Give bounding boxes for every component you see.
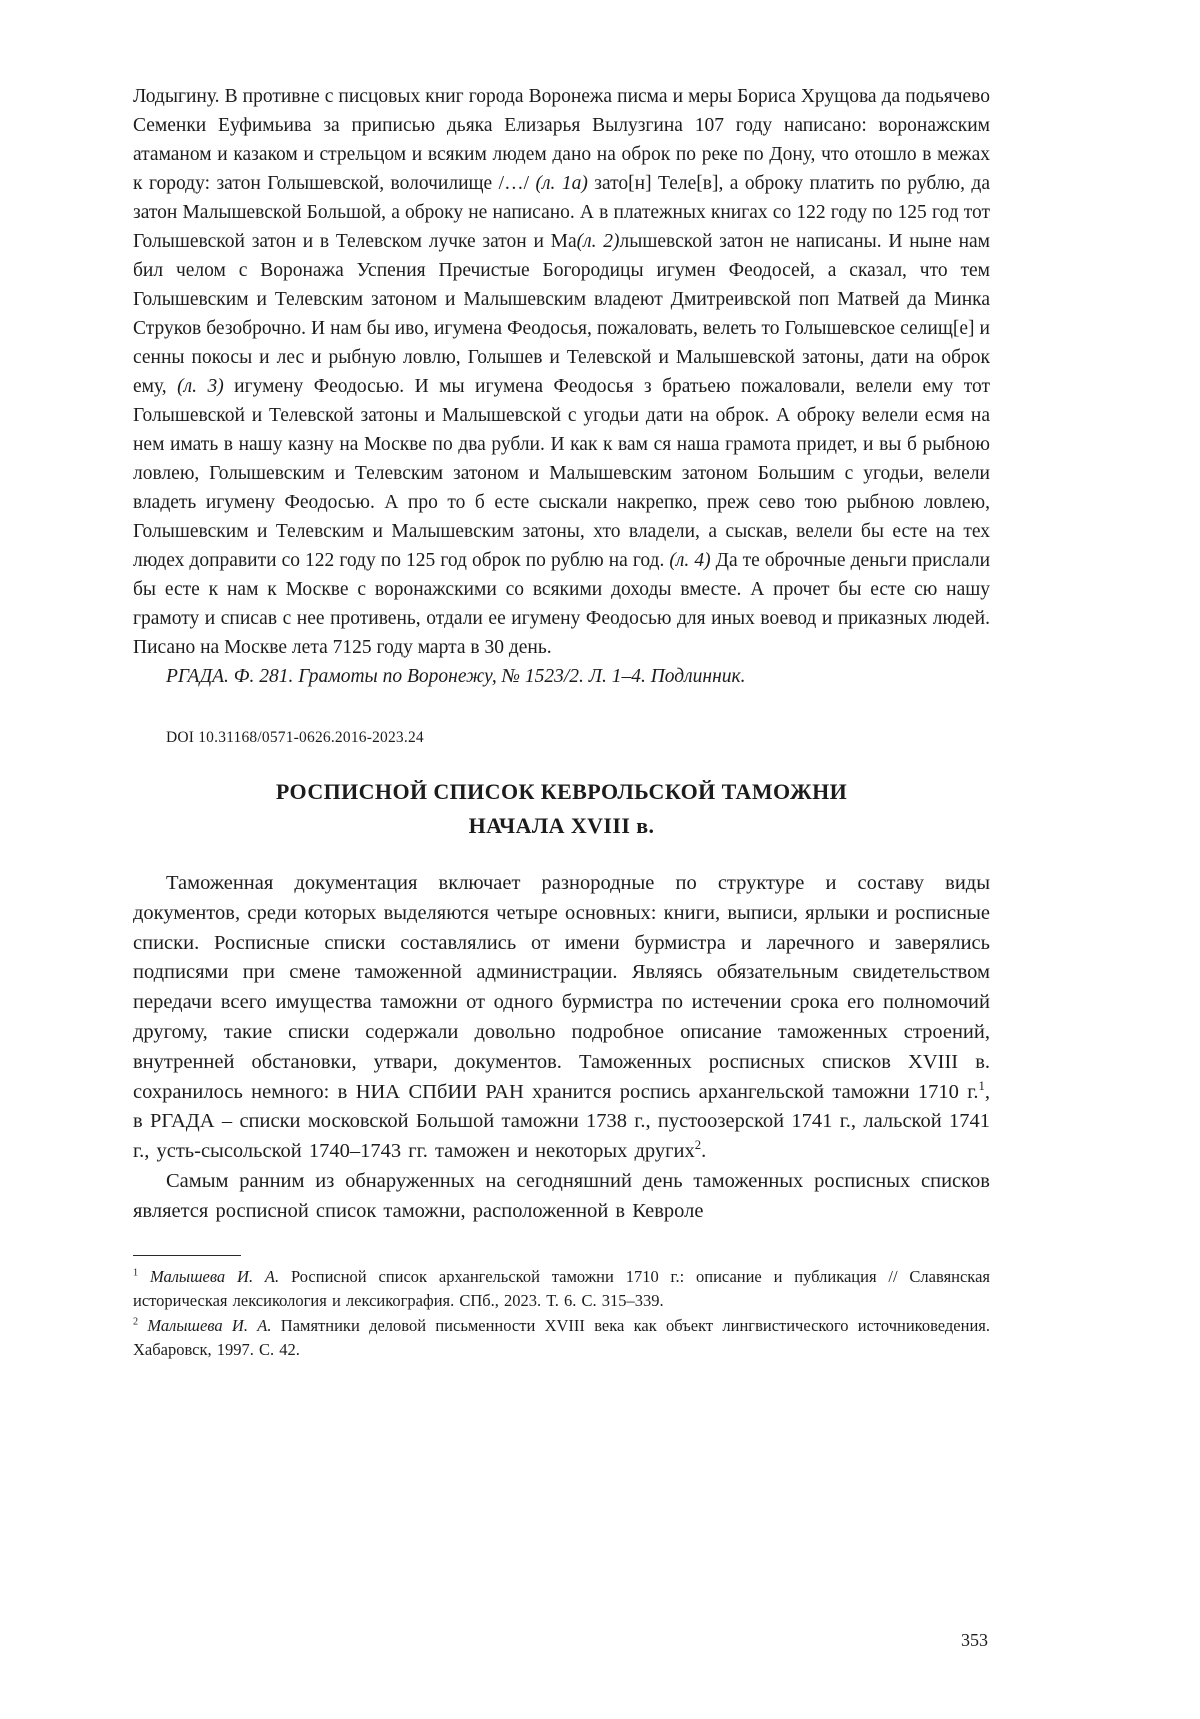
article-paragraph-2: Самым ранним из обнаруженных на сегодняшний день таможенных росписных списков является росписной список таможни, расположенной в Кевроле: [133, 1169, 990, 1222]
article-title-line1: РОСПИСНОЙ СПИСОК КЕВРОЛЬСКОЙ ТАМОЖНИ: [275, 779, 848, 804]
footnote-2: $^2$ Малышева И. А. Памятники деловой письменности XVIII века как объект лингвистического источниковедения. Хабаровск, 1997. С. 42.: [133, 1315, 991, 1360]
text-block: [133, 82, 990, 1363]
article-paragraph-1: Таможенная документация включает разнородные по структуре и составу виды документов, среди которых выделяются четыре основных: книги, выписи, ярлыки и росписные списки. Росписные списки составлялись от имени бурмистра и ларечного и заверялись подписями при смене таможенной администрации. Являясь обязательным свидетельством передачи всего имущества таможни от одного бурмистра по истечении срока его полномочий другому, такие списки содержали довольно подробное описание таможенных строений, внутренней обстановки, утвари, документов. Таможенных росписных списков XVIII в. сохранилось немного: в НИА СПбИИ РАН хранится роспись архангельской таможни 1710 г.$^1$, в РГАДА – списки московской Большой таможни 1738 г., пустоозерской 1741 г., лальской 1741 г., усть-сысольской 1740–1743 гг. таможен и некоторых других$^2$.: [133, 872, 990, 1163]
footnotes: [133, 1265, 990, 1363]
footnote-divider: [133, 1255, 241, 1256]
historical-document-paragraph: Лодыгину. В противне с писцовых книг города Воронежа писма и меры Бориса Хрущова да подьячево Семенки Еуфимьива за приписью дьяка Елизарья Вылузгина 107 году написано: воронажским атаманом и казаком и стрельцом и всяким людем дано на оброк по реке по Дону, что отошло в межах к городу: затон Голышевской, волочилище /…/ (л. 1а) зато[н] Теле[в], а оброку платить по рублю, да затон Малышевской Большой, а оброку не написано. А в платежных книгах со 122 году по 125 год тот Голышевской затон и в Телевском лучке затон и Ма(л. 2)лышевской затон не написаны. И ныне нам бил челом с Воронажа Успения Пречистые Богородицы игумен Феодосей, а сказал, что тем Голышевским и Телевским затоном и Малышевским владеют Дмитреивской поп Матвей да Минка Струков безоброчно. И нам бы иво, игумена Феодосья, пожаловать, велеть то Голышевское селищ[е] и сенны покосы и лес и рыбную ловлю, Голышев и Телевской и Малышевской затоны, дати на оброк ему, (л. 3) игумену Феодосью. И мы игумена Феодосья з братьею пожаловали, велели ему тот Голышевской и Телевской затоны и Малышевской с угодьи дати на оброк. А оброку велели есмя на нем имать в нашу казну на Москве по два рубли. И как к вам ся наша грамота придет, и вы б рыбною ловлею, Голышевским и Телевским затоном и Малышевским затоном Большим с угодьи, велели владеть игумену Феодосью. А про то б есте сыскали накрепко, преж сево тою рыбною ловлею, Голышевским и Телевским и Малышевским затоны, хто владели, а сыскав, велели бы есте на тех людех доправити со 122 году по 125 год оброк по рублю на год. (л. 4) Да те оброчные деньги прислали бы есте к нам к Москве с воронажскими со всякими доходы вместе. А прочет бы есте сю нашу грамоту и списав с нее противень, отдали ее игумену Феодосью для иных воевод и приказных людей. Писано на Москве лета 7125 году марта в 30 день.: [133, 86, 991, 658]
archive-source-citation: РГАДА. Ф. 281. Грамоты по Воронежу, № 1523/2. Л. 1–4. Подлинник.: [166, 666, 746, 687]
article-title: [133, 775, 990, 843]
doi: DOI 10.31168/0571-0626.2016-2023.24: [166, 729, 424, 746]
page-number: 353: [961, 1630, 988, 1650]
article-body: [133, 869, 990, 1227]
article-title-line2: НАЧАЛА XVIII в.: [468, 813, 655, 838]
footnote-1: $^1$ Малышева И. А. Росписной список архангельской таможни 1710 г.: описание и публикация // Славянская историческая лексикология и лексикография. СПб., 2023. Т. 6. С. 315–339.: [133, 1266, 990, 1311]
